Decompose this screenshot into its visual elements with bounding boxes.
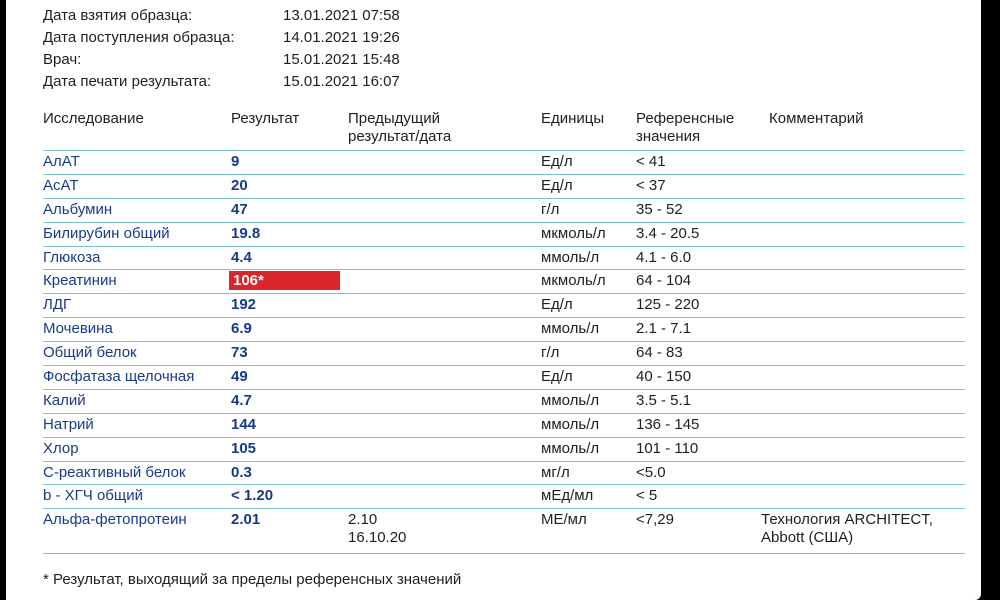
test-reference: 40 - 150 [636,368,692,386]
meta-row [43,48,400,70]
header-reference [636,110,734,146]
table-row [43,437,965,461]
header-reference-line2: значения [636,128,701,145]
table-row [43,341,965,365]
test-reference: 136 - 145 [636,415,700,433]
test-comment-line: Технология ARCHITECT, [761,511,933,529]
meta-label: Дата печати результата: [43,72,212,90]
test-result: < 1.20 [231,487,274,505]
table-row [43,365,965,389]
test-units: ммоль/л [541,439,600,457]
meta-label: Дата поступления образца: [43,28,235,46]
test-name: b - ХГЧ общий [43,487,143,505]
meta-value: 14.01.2021 19:26 [283,28,400,46]
test-name: Глюкоза [43,248,101,266]
test-name: ЛДГ [43,296,72,314]
test-reference: 125 - 220 [636,296,700,314]
table-row [43,269,965,293]
results-table-body [43,150,965,554]
meta-row [43,70,400,92]
test-result: 6.9 [231,320,252,338]
test-units: Ед/л [541,296,573,314]
test-reference: 2.1 - 7.1 [636,320,692,338]
test-reference: 3.5 - 5.1 [636,391,692,409]
table-row [43,484,965,508]
test-result: 4.7 [231,391,252,409]
table-row [43,293,965,317]
test-reference: 101 - 110 [636,439,699,457]
meta-label: Врач: [43,50,82,68]
header-previous-line1: Предыдущий [348,110,441,127]
test-units: мЕд/мл [541,487,594,505]
test-reference: 64 - 104 [636,272,692,290]
test-units: мкмоль/л [541,272,606,290]
test-previous-line: 2.10 [348,511,378,529]
table-row [43,317,965,341]
test-name: Альбумин [43,200,113,218]
table-row [43,150,965,174]
header-result: Результат [231,110,300,127]
meta-value: 15.01.2021 16:07 [283,72,400,90]
header-comment: Комментарий [769,110,864,127]
table-row [43,246,965,270]
test-name: С-реактивный белок [43,463,186,481]
test-reference: 3.4 - 20.5 [636,224,700,242]
test-units: мг/л [541,463,570,481]
table-row [43,389,965,413]
test-reference: 64 - 83 [636,344,683,362]
table-row [43,198,965,222]
test-result: 73 [231,344,248,362]
test-name: Хлор [43,439,79,457]
lab-report-page [6,0,981,600]
test-units: ммоль/л [541,248,600,266]
screen-edge [981,0,1000,600]
test-units: г/л [541,344,560,362]
meta-value: 13.01.2021 07:58 [283,6,400,24]
test-result-flagged: 106* [229,271,340,290]
test-name: Общий белок [43,344,137,362]
test-units: Ед/л [541,153,573,170]
meta-value: 15.01.2021 15:48 [283,50,400,68]
header-reference-line1: Референсные [636,110,735,127]
table-row [43,508,965,554]
test-result: 2.01 [231,511,261,529]
test-name: Калий [43,391,86,409]
test-reference: < 5 [636,487,658,505]
test-units: ммоль/л [541,415,600,433]
test-result: 105 [231,439,257,457]
test-result: 192 [231,296,257,314]
test-previous-line: 16.10.20 [348,529,407,547]
meta-row [43,4,400,26]
test-reference: <7,29 [636,511,674,529]
table-row [43,413,965,437]
test-result: 20 [231,176,248,194]
test-result: 49 [231,368,248,386]
header-test: Исследование [43,110,144,127]
test-units: мкмоль/л [541,224,606,242]
test-units: ммоль/л [541,320,600,338]
test-reference: 35 - 52 [636,200,683,218]
test-result: 19.8 [231,224,261,242]
table-row [43,174,965,198]
meta-label: Дата взятия образца: [43,6,193,24]
table-row [43,461,965,485]
test-units: г/л [541,200,560,218]
footnote: * Результат, выходящий за пределы референсных значений [43,571,462,588]
test-comment-line: Abbott (США) [761,529,854,547]
test-result: 144 [231,415,257,433]
test-result: 4.4 [231,248,252,266]
test-name: Фосфатаза щелочная [43,368,195,386]
test-name: Креатинин [43,272,117,290]
test-units: Ед/л [541,368,573,386]
test-name: АсАТ [43,176,79,194]
header-units: Единицы [541,110,605,127]
test-result: 47 [231,200,248,218]
header-previous [348,110,451,146]
test-name: Мочевина [43,320,113,338]
test-previous [348,511,406,547]
test-units: ммоль/л [541,391,600,409]
test-units: Ед/л [541,176,573,194]
meta-row [43,26,400,48]
header-previous-line2: результат/дата [348,128,452,145]
test-reference: <5.0 [636,463,666,481]
test-reference: < 41 [636,153,666,170]
test-reference: 4.1 - 6.0 [636,248,692,266]
test-name: Альфа-фетопротеин [43,511,187,529]
sample-meta [43,4,400,92]
test-name: Билирубин общий [43,224,170,242]
test-units: МЕ/мл [541,511,587,529]
table-row [43,222,965,246]
results-table-header [43,110,965,149]
test-comment [761,511,933,547]
test-result: 9 [231,153,240,170]
test-reference: < 37 [636,176,666,194]
test-name: Натрий [43,415,94,433]
test-name: АлАТ [43,153,80,170]
test-result: 0.3 [231,463,252,481]
